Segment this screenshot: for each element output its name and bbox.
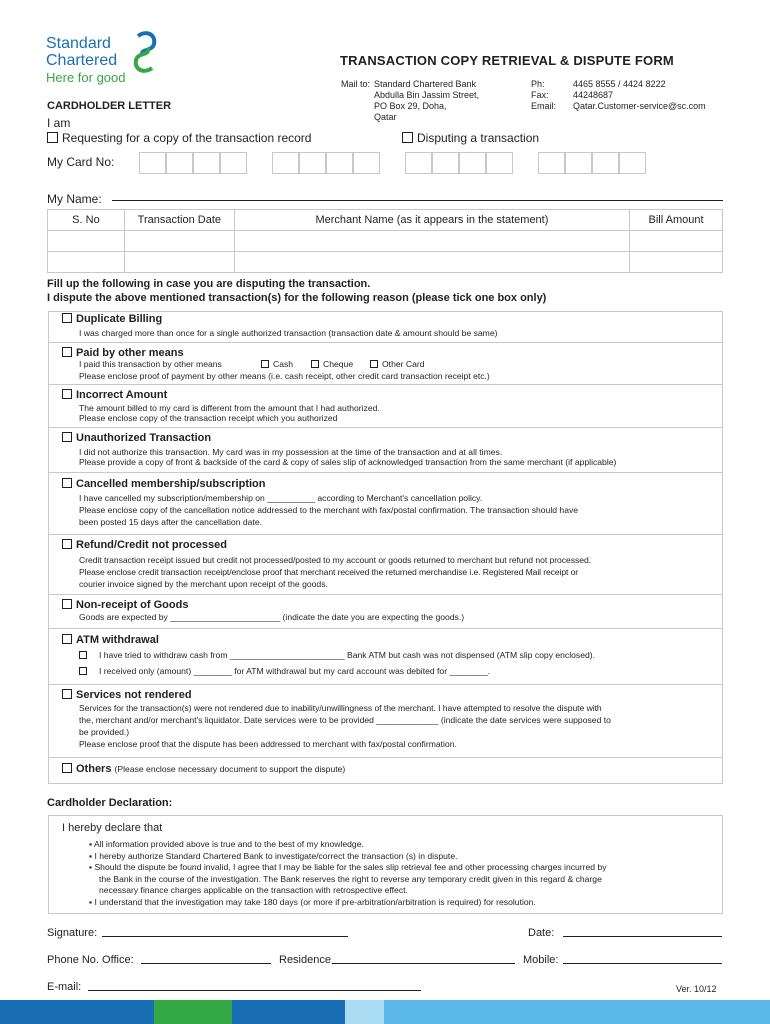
table-cell[interactable] — [630, 252, 723, 273]
phone-office-label: Phone No. Office: — [47, 954, 134, 966]
email-value: Qatar.Customer-service@sc.com — [573, 101, 706, 111]
card-digit-box[interactable] — [565, 152, 592, 174]
declaration-bullet: ▪ I understand that the investigation may take 180 days (or more if pre-arbitration/arbitration is required) for resolution. — [89, 896, 536, 907]
divider — [48, 628, 723, 629]
table-header-row — [48, 210, 723, 231]
cancelled-membership-checkbox[interactable] — [62, 478, 72, 488]
other-card-label: Other Card — [382, 359, 425, 369]
atm-option-1-label: I have tried to withdraw cash from ________________________ Bank ATM but cash was not dispensed (ATM slip copy enclosed). — [99, 650, 596, 660]
request-copy-checkbox[interactable] — [47, 132, 58, 143]
card-digit-box[interactable] — [405, 152, 432, 174]
footer-bar-blue — [0, 1000, 154, 1024]
residence-label: Residence — [279, 954, 331, 966]
form-title: TRANSACTION COPY RETRIEVAL & DISPUTE FORM — [340, 53, 674, 68]
fax-value: 44248687 — [573, 90, 614, 100]
reason-incorrect-amount[interactable] — [62, 389, 167, 401]
bullet-text: the Bank in the course of the investigation. The Bank reserves the right to reverse any temporary credit given in this regard & charge — [99, 873, 602, 884]
dispute-label: Disputing a transaction — [417, 131, 540, 145]
phone-value: 4465 8555 / 4424 8222 — [573, 79, 666, 89]
divider — [48, 757, 723, 758]
card-digit-box[interactable] — [619, 152, 646, 174]
name-field[interactable] — [112, 200, 723, 201]
card-digit-box[interactable] — [538, 152, 565, 174]
table-cell[interactable] — [630, 231, 723, 252]
cardholder-letter-heading: CARDHOLDER LETTER — [47, 100, 172, 112]
refund-checkbox[interactable] — [62, 539, 72, 549]
i-am-label: I am — [47, 116, 71, 130]
cash-label: Cash — [273, 359, 294, 369]
table-cell[interactable] — [48, 252, 125, 273]
atm-title: ATM withdrawal — [76, 634, 159, 646]
cheque-option[interactable] — [311, 359, 353, 371]
option-request-copy[interactable] — [47, 131, 311, 145]
divider — [48, 472, 723, 473]
card-digit-box[interactable] — [432, 152, 459, 174]
request-copy-label: Requesting for a copy of the transaction record — [62, 131, 312, 145]
divider — [48, 427, 723, 428]
address-line: PO Box 29, Doha, — [374, 101, 447, 111]
others-checkbox[interactable] — [62, 763, 72, 773]
other-card-option[interactable] — [370, 359, 425, 371]
cancelled-proof: Please enclose copy of the cancellation notice addressed to the merchant with fax/postal confirmation. The transaction should have — [79, 505, 579, 515]
dispute-reason-instruction: I dispute the above mentioned transaction(s) for the following reason (please tick one box only) — [47, 292, 547, 304]
incorrect-amount-checkbox[interactable] — [62, 389, 72, 399]
bullet-text: I understand that the investigation may take 180 days (or more if pre-arbitration/arbitration is required) for resolution. — [94, 896, 536, 907]
card-digit-box[interactable] — [193, 152, 220, 174]
divider — [48, 684, 723, 685]
mobile-field[interactable] — [563, 963, 722, 964]
divider — [48, 594, 723, 595]
atm-option-1[interactable] — [79, 650, 595, 662]
duplicate-text: I was charged more than once for a single authorized transaction (transaction date & amount should be same) — [79, 328, 498, 338]
header-amount: Bill Amount — [630, 210, 723, 231]
cancelled-membership-title: Cancelled membership/subscription — [76, 478, 266, 490]
declaration-bullet: ▪ I hereby authorize Standard Chartered Bank to investigate/correct the transaction (s) in dispute. — [89, 850, 458, 861]
signature-label: Signature: — [47, 927, 98, 939]
header-merchant: Merchant Name (as it appears in the statement) — [234, 210, 629, 231]
refund-proof-2: courier invoice signed by the merchant upon receipt of the goods. — [79, 579, 328, 589]
unauthorized-text: I did not authorize this transaction. My card was in my possession at the time of the transaction and at all times. — [79, 447, 503, 457]
services-text-2: the, merchant and/or merchant's liquidator. Date services were to be provided _____________ (indicate the date services were supposed to — [79, 715, 611, 725]
footer-bar-lightblue — [345, 1000, 384, 1024]
declaration-bullet: ▪ Should the dispute be found invalid, I agree that I may be liable for the sales slip retrieval fee and other processing charges incurred by — [89, 862, 607, 872]
card-digit-box[interactable] — [353, 152, 380, 174]
non-receipt-checkbox[interactable] — [62, 599, 72, 609]
standard-chartered-logo-icon — [132, 30, 160, 74]
paid-other-text: I paid this transaction by other means — [79, 359, 222, 369]
atm-option-2-label: I received only (amount) ________ for ATM withdrawal but my card account was debited for ________. — [99, 666, 491, 676]
incorrect-amount-title: Incorrect Amount — [76, 389, 168, 401]
atm-option-1-checkbox[interactable] — [79, 651, 87, 659]
cash-option[interactable] — [261, 359, 293, 371]
paid-other-checkbox[interactable] — [62, 347, 72, 357]
option-dispute[interactable] — [402, 131, 539, 145]
footer-bar-blue — [232, 1000, 345, 1024]
refund-proof: Please enclose credit transaction receipt/enclose proof that merchant received the returned merchandise i.e. Registered Mail receipt or — [79, 567, 579, 577]
services-text-3: be provided.) — [79, 727, 130, 737]
logo-line1: Standard — [46, 35, 111, 52]
footer-bar-skyblue — [384, 1000, 770, 1024]
mail-address — [374, 79, 479, 123]
contact-labels — [531, 79, 556, 112]
duplicate-checkbox[interactable] — [62, 313, 72, 323]
refund-text: Credit transaction receipt issued but credit not processed/posted to my account or goods returned to merchant but refund not processed. — [79, 555, 592, 565]
card-digit-box[interactable] — [139, 152, 166, 174]
divider — [48, 384, 723, 385]
declaration-bullet: ▪ All information provided above is true and to the best of my knowledge. — [89, 839, 364, 849]
reason-duplicate[interactable] — [62, 313, 162, 325]
table-cell[interactable] — [124, 231, 234, 252]
email-field[interactable] — [88, 990, 421, 991]
fill-up-instruction: Fill up the following in case you are disputing the transaction. — [47, 278, 371, 290]
card-digit-box[interactable] — [326, 152, 353, 174]
name-label: My Name: — [47, 192, 102, 206]
version-label: Ver. 10/12 — [676, 984, 717, 994]
reason-paid-other[interactable] — [62, 347, 184, 359]
paid-other-title: Paid by other means — [76, 347, 184, 359]
logo-tagline: Here for good — [46, 70, 126, 85]
others-title: Others — [76, 763, 112, 775]
duplicate-title: Duplicate Billing — [76, 313, 163, 325]
paid-other-proof-text: Please enclose proof of payment by other means (i.e. cash receipt, other credit card transaction receipt etc.) — [79, 371, 490, 381]
unauthorized-checkbox[interactable] — [62, 432, 72, 442]
logo-line2: Chartered — [46, 52, 118, 69]
others-text: (Please enclose necessary document to support the dispute) — [114, 764, 346, 774]
date-field[interactable] — [563, 936, 722, 937]
declaration-heading: Cardholder Declaration: — [47, 797, 173, 809]
cash-checkbox[interactable] — [261, 360, 269, 368]
mobile-label: Mobile: — [523, 954, 559, 966]
services-title: Services not rendered — [76, 689, 192, 701]
incorrect-amount-proof: Please enclose copy of the transaction receipt which you authorized — [79, 413, 338, 423]
reason-unauthorized[interactable] — [62, 432, 211, 444]
reason-cancelled-membership[interactable] — [62, 478, 266, 490]
cancelled-text: I have cancelled my subscription/membership on __________ according to Merchant's cancellation policy. — [79, 493, 483, 503]
card-digit-box[interactable] — [299, 152, 326, 174]
header-sno: S. No — [48, 210, 125, 231]
other-card-checkbox[interactable] — [370, 360, 378, 368]
date-label: Date: — [528, 927, 555, 939]
dispute-checkbox[interactable] — [402, 132, 413, 143]
email-label: Email: — [531, 101, 557, 111]
header-date: Transaction Date — [124, 210, 234, 231]
card-digit-box[interactable] — [220, 152, 247, 174]
refund-title: Refund/Credit not processed — [76, 539, 227, 551]
non-receipt-title: Non-receipt of Goods — [76, 599, 189, 611]
divider — [48, 342, 723, 343]
fax-label: Fax: — [531, 90, 549, 100]
incorrect-amount-text: The amount billed to my card is different from the amount that I had authorized. — [79, 403, 380, 413]
address-line: Abdulla Bin Jassim Street, — [374, 90, 480, 100]
logo-wordmark — [46, 35, 117, 69]
table-row — [48, 252, 723, 273]
divider — [48, 534, 723, 535]
table-cell[interactable] — [234, 252, 629, 273]
reason-atm[interactable] — [62, 634, 159, 646]
phone-label: Ph: — [531, 79, 545, 89]
card-digit-box[interactable] — [166, 152, 193, 174]
services-proof: Please enclose proof that the dispute has been addressed to merchant with fax/postal confirmation. — [79, 739, 457, 749]
atm-option-2-checkbox[interactable] — [79, 667, 87, 675]
mail-to-label: Mail to: — [341, 79, 371, 89]
table-row — [48, 231, 723, 252]
card-no-label: My Card No: — [47, 155, 115, 169]
address-line: Qatar — [374, 112, 397, 122]
table-cell[interactable] — [48, 231, 125, 252]
signature-field[interactable] — [102, 936, 348, 937]
reason-non-receipt[interactable] — [62, 599, 188, 611]
bullet-text: All information provided above is true and to the best of my knowledge. — [93, 839, 364, 849]
unauthorized-proof: Please provide a copy of front & backside of the card & copy of sales slip of acknowledged transaction from the same merchant (if applicable) — [79, 457, 617, 467]
residence-field[interactable] — [332, 963, 515, 964]
footer-bar-green — [154, 1000, 232, 1024]
phone-office-field[interactable] — [141, 963, 271, 964]
reason-others[interactable] — [62, 763, 345, 775]
email-field-label: E-mail: — [47, 981, 82, 993]
unauthorized-title: Unauthorized Transaction — [76, 432, 212, 444]
bullet-text: I hereby authorize Standard Chartered Bank to investigate/correct the transaction (s) in dispute. — [94, 850, 458, 861]
transaction-table — [47, 209, 723, 273]
cancelled-proof-2: been posted 15 days after the cancellation date. — [79, 517, 262, 527]
card-digit-box[interactable] — [272, 152, 299, 174]
cheque-checkbox[interactable] — [311, 360, 319, 368]
declaration-bullets — [89, 839, 607, 908]
cheque-label: Cheque — [323, 359, 354, 369]
card-digit-box[interactable] — [486, 152, 513, 174]
card-digit-box[interactable] — [592, 152, 619, 174]
services-checkbox[interactable] — [62, 689, 72, 699]
non-receipt-text: Goods are expected by _______________________ (indicate the date you are expecting the goods.) — [79, 612, 465, 622]
address-line: Standard Chartered Bank — [374, 79, 477, 89]
atm-checkbox[interactable] — [62, 634, 72, 644]
bullet-text: Should the dispute be found invalid, I agree that I may be liable for the sales slip retrieval fee and other processing charges incurred by — [94, 862, 607, 872]
table-cell[interactable] — [234, 231, 629, 252]
atm-option-2[interactable] — [79, 666, 490, 678]
reason-refund[interactable] — [62, 539, 227, 551]
table-cell[interactable] — [124, 252, 234, 273]
reason-services[interactable] — [62, 689, 192, 701]
card-digit-box[interactable] — [459, 152, 486, 174]
declaration-intro: I hereby declare that — [62, 822, 163, 834]
contact-values — [573, 79, 706, 112]
services-text: Services for the transaction(s) were not rendered due to inability/unwillingness of the merchant. I have attempted to resolve the dispute with — [79, 703, 602, 713]
bullet-text: necessary finance charges applicable on the transaction with retrospective effect. — [99, 885, 408, 895]
